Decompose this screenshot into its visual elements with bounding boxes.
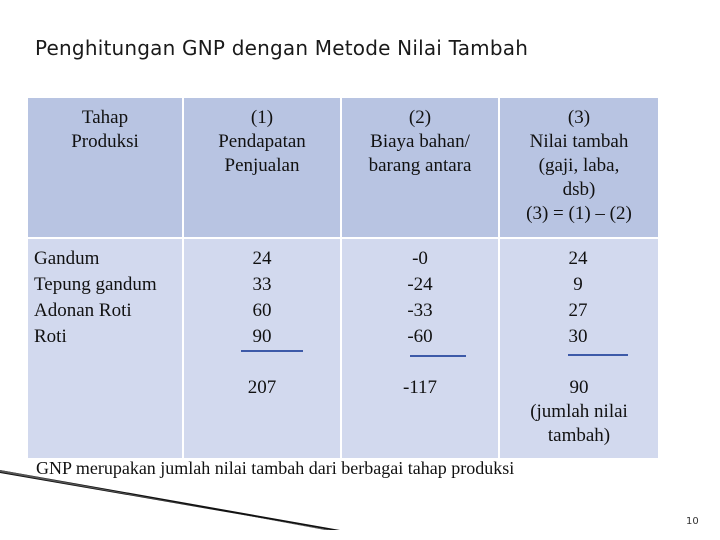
table-cell: 9 bbox=[573, 274, 583, 295]
footnote-text: GNP merupakan jumlah nilai tambah dari berbagai tahap produksi bbox=[36, 458, 515, 478]
biaya-values bbox=[392, 246, 448, 350]
header-nilai-tambah: (3) Nilai tambah (gaji, laba, dsb) (3) = (1) – (2) bbox=[526, 107, 632, 224]
row-label-adonan-roti: Adonan Roti bbox=[34, 300, 132, 321]
nilai-tambah-values bbox=[550, 246, 606, 350]
sum-underline bbox=[568, 354, 628, 356]
sum-underline bbox=[241, 350, 303, 352]
pendapatan-values bbox=[234, 246, 290, 350]
table-cell: 24 bbox=[252, 248, 272, 269]
table-cell: 30 bbox=[568, 326, 588, 347]
table-cell: -33 bbox=[407, 300, 433, 321]
header-biaya-bahan: (2) Biaya bahan/ barang antara bbox=[368, 107, 472, 176]
table-cell: 60 bbox=[252, 300, 272, 321]
value-added-table bbox=[28, 98, 658, 458]
total-pendapatan: 207 bbox=[247, 377, 277, 398]
table-cell: -0 bbox=[412, 248, 428, 269]
table-cell: -60 bbox=[407, 326, 433, 347]
total-biaya: -117 bbox=[402, 377, 438, 398]
page-number: 10 bbox=[686, 516, 699, 527]
decorative-swoosh bbox=[0, 470, 720, 530]
header-tahap-produksi: Tahap Produksi bbox=[71, 107, 139, 152]
production-stage-list bbox=[34, 246, 157, 350]
row-label-gandum: Gandum bbox=[34, 248, 100, 269]
slide-title: Penghitungan GNP dengan Metode Nilai Tambah bbox=[35, 36, 529, 60]
sum-underline bbox=[410, 355, 466, 357]
table-cell: 90 bbox=[252, 326, 272, 347]
row-label-tepung-gandum: Tepung gandum bbox=[34, 274, 157, 295]
total-nilai-tambah: 90 (jumlah nilai tambah) bbox=[530, 377, 628, 446]
table-cell: 27 bbox=[568, 300, 588, 321]
table-cell: 33 bbox=[252, 274, 272, 295]
row-label-roti: Roti bbox=[34, 326, 67, 347]
table-cell: 24 bbox=[568, 248, 588, 269]
header-pendapatan-penjualan: (1) Pendapatan Penjualan bbox=[218, 107, 306, 176]
table-cell: -24 bbox=[407, 274, 433, 295]
